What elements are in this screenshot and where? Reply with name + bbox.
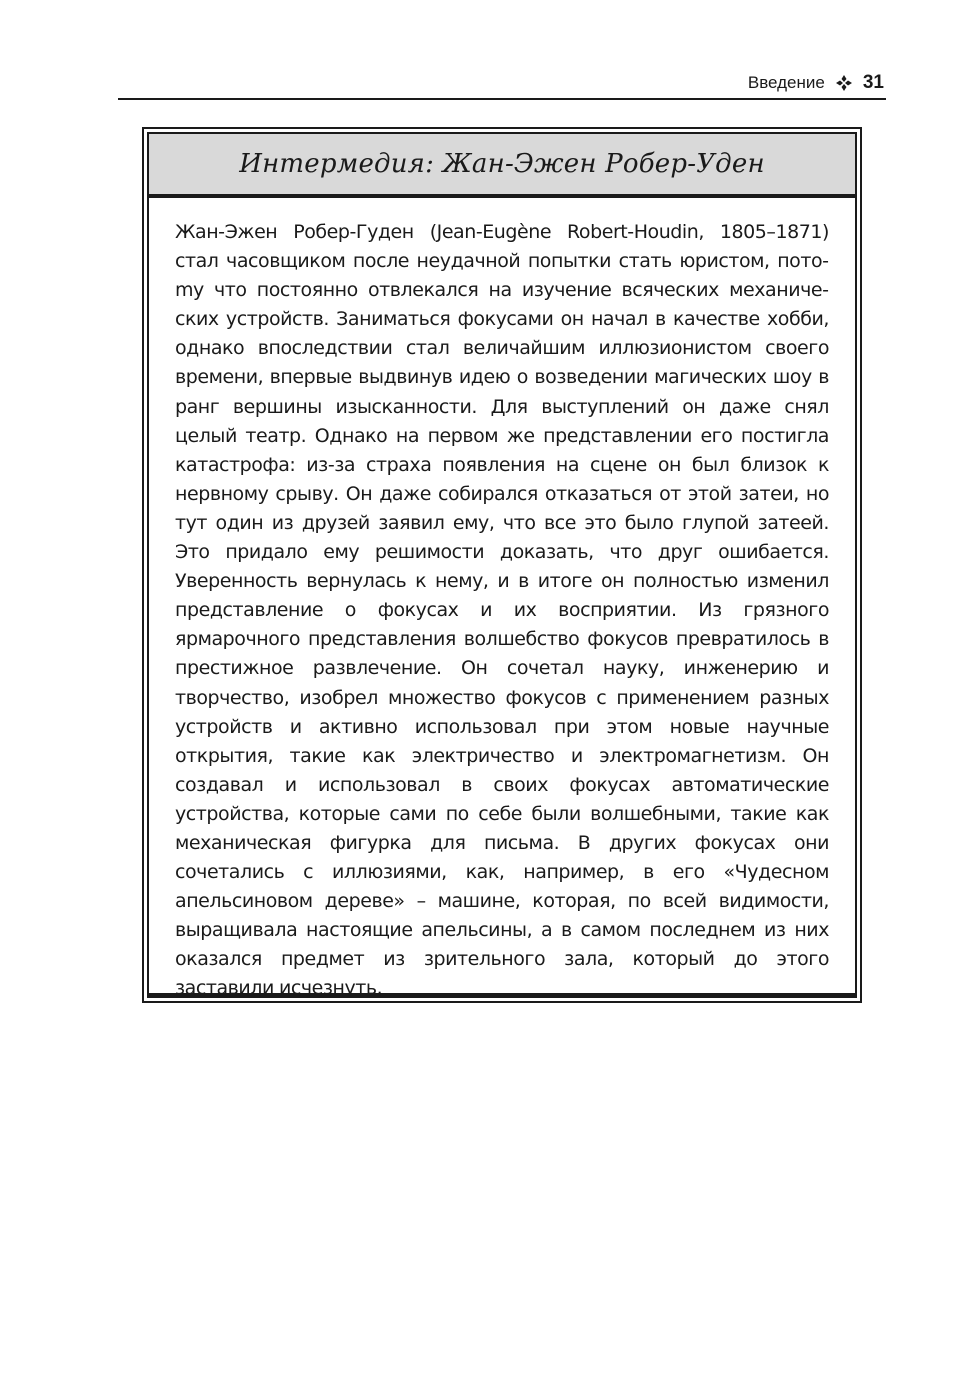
sidebar-box [142, 127, 862, 1003]
sidebar-title: Интермедия: Жан-Эжен Робер-Уден [239, 149, 765, 179]
four-diamond-ornament-icon [835, 74, 853, 92]
sidebar-title-bar [149, 134, 855, 198]
section-name: Введение [747, 73, 825, 92]
sidebar-inner-frame [147, 132, 857, 998]
sidebar-paragraph: Жан-Эжен Робер-Гуден (Jean-Eugène Robert-Houdin, 1805–1871) стал часовщиком после неудачной попытки стать юристом, потоmу что постоянно отвлекался на изучение всяческих механических устройств. Заниматься фокусами он начал в качестве хобби, однако впоследствии стал величайшим иллюзионистом своего времени, впервые выдвинув идею о возведении магических шоу в ранг вершины изысканности. Для выступлений он даже снял целый театр. Однако на первом же представлении его постигла катастрофа: из-за страха появления на сцене он был близок к нервному срыву. Он даже собирался отказаться от этой затеи, но тут один из друзей заявил ему, что все это было глупой затеей. Это придало ему решимости доказать, что друг ошибается. Уверенность вернулась к нему, и в итоге он полностью изменил представление о фокусах и их восприятии. Из грязного ярмарочного представления волшебство фокусов превратилось в престижное развлечение. Он сочетал науку, инженерию и творчество, изобрел множество фокусов с применением разных устройств и активно использовал при этом новые научные открытия, такие как электричество и электромагнетизм. Он создавал и использовал в своих фокусах автоматические устройства, которые сами по себе были волшебными, такие как механическая фигурка для письма. В других фокусах они сочетались с иллюзиями, как, например, в его «Чудесном апельсиновом дереве» – машине, которая, по всей видимости, выращивала настоящие апельсины, а в самом последнем из них оказался предмет из зрительного зала, который до этого заставили исчезнуть. [175, 221, 829, 1000]
page-number: 31 [862, 72, 884, 93]
running-head [118, 68, 886, 100]
sidebar-body [149, 198, 855, 1004]
